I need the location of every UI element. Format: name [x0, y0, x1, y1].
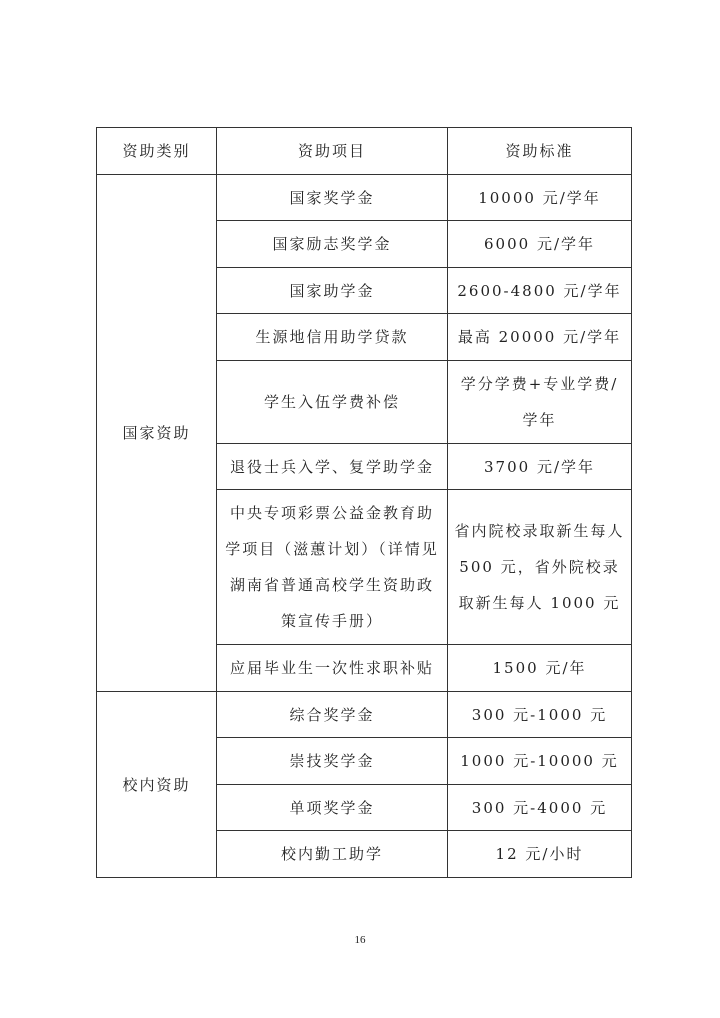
category-cell: 校内资助: [97, 692, 217, 878]
item-cell: 国家奖学金: [217, 175, 448, 221]
standard-cell: 2600-4800 元/学年: [448, 268, 632, 314]
item-cell: 综合奖学金: [217, 692, 448, 738]
standard-cell: 最高 20000 元/学年: [448, 314, 632, 361]
standard-cell: 300 元-1000 元: [448, 692, 632, 738]
standard-cell: 1000 元-10000 元: [448, 738, 632, 785]
standard-cell: 学分学费+专业学费/学年: [448, 361, 632, 444]
item-cell: 退役士兵入学、复学助学金: [217, 444, 448, 490]
header-row: [97, 128, 632, 175]
standard-cell: 3700 元/学年: [448, 444, 632, 490]
item-cell: 中央专项彩票公益金教育助学项目（滋蕙计划）（详情见湖南省普通高校学生资助政策宣传手册）: [217, 490, 448, 645]
aid-table: [96, 127, 632, 878]
item-cell: 生源地信用助学贷款: [217, 314, 448, 361]
item-cell: 国家助学金: [217, 268, 448, 314]
standard-cell: 300 元-4000 元: [448, 785, 632, 831]
standard-cell: 12 元/小时: [448, 831, 632, 878]
item-cell: 校内勤工助学: [217, 831, 448, 878]
header-category: 资助类别: [97, 128, 217, 175]
item-cell: 崇技奖学金: [217, 738, 448, 785]
page-number: 16: [354, 934, 366, 946]
standard-cell: 10000 元/学年: [448, 175, 632, 221]
item-cell: 国家励志奖学金: [217, 221, 448, 268]
item-cell: 学生入伍学费补偿: [217, 361, 448, 444]
table-row: [97, 692, 632, 738]
standard-cell: 省内院校录取新生每人 500 元，省外院校录取新生每人 1000 元: [448, 490, 632, 645]
table-row: [97, 175, 632, 221]
item-cell: 应届毕业生一次性求职补贴: [217, 645, 448, 692]
standard-cell: 1500 元/年: [448, 645, 632, 692]
standard-cell: 6000 元/学年: [448, 221, 632, 268]
header-standard: 资助标准: [448, 128, 632, 175]
header-item: 资助项目: [217, 128, 448, 175]
category-cell: 国家资助: [97, 175, 217, 692]
item-cell: 单项奖学金: [217, 785, 448, 831]
